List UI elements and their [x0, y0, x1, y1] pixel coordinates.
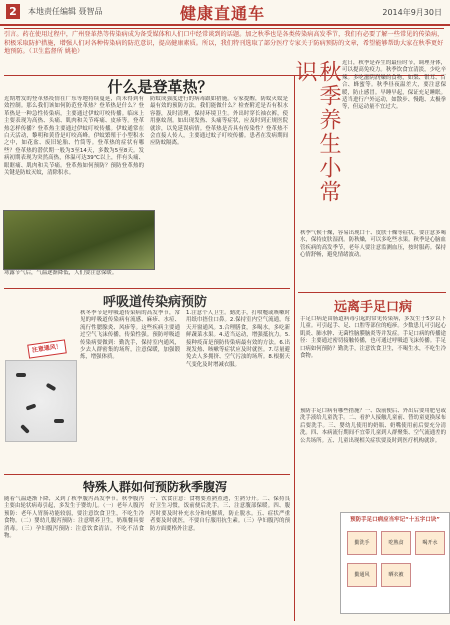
- ventilation-stamp: 注意通风！: [27, 339, 67, 358]
- germs-illustration: [5, 360, 77, 442]
- diagram-item-boiled-water: 喝开水: [415, 531, 445, 555]
- divider: [4, 474, 290, 475]
- respiratory-col2: 1.注意个人卫生。勤洗手，打喷嚏或咳嗽时用纸巾捂住口鼻。2.保持室内空气流通，每天开窗通风。3.合理膳食，多喝水，多吃新鲜蔬菜水果。4.适当运动，增强抵抗力。5.接种疫苗是预防传染病最有效的方法。6.出现发热、咳嗽等症状应及时就医。7.尽量避免去人多拥挤、空气污浊的场所。8.根据天气变化及时增减衣服。: [186, 310, 290, 368]
- diagram-item-ventilation: 勤通风: [347, 563, 377, 587]
- diagram-title: 预防手足口病应当牢记“十五字口诀”: [350, 517, 440, 523]
- special-col2: 一、饮食注意：食物要煮熟煮透，生熟分开。二、保持良好卫生习惯，饭前便后洗手。三、注意腹部保暖。四、腹泻时要及时补充水分和电解质，防止脱水。五、症状严重者要及时就医，不要自行服用抗生素。（三）孕妇腹泻的预防方面要格外注意。: [150, 496, 290, 532]
- health-col2: 秋季气候干燥，容易出现口干、皮肤干燥等症状。要注意多喝水，保持皮肤湿润。防秋燥，可以多吃些水果。秋季是心脑血管疾病的高发季节，老年人要注意监测血压，按时服药。保持心情舒畅，避免情绪波动。: [300, 230, 446, 259]
- special-col1: 随着气温逐渐下降，又到了秋季腹泻高发季节。秋季腹泻主要由轮状病毒引起，多发生于婴幼儿。（一）老年人腹泻预防：老年人胃肠功能较弱，要注意饮食卫生，不吃生冷食物。（二）婴幼儿腹泻预防：注意喂养卫生，奶瓶餐具要消毒。（三）孕妇腹泻预防：注意饮食清洁，不吃不洁食物。: [4, 496, 144, 540]
- mouth-col1: 手足口病是由肠道病毒引起的常见传染病，多发生于5岁以下儿童。可引起手、足、口腔等部位的疱疹。少数患儿可引起心肌炎、肺水肿、无菌性脑膜脑炎等并发症。手足口病的传播途径：主要通过密切接触传播，也可通过呼吸道飞沫传播。手足口病如何预防？勤洗手，注意饮食卫生，不喝生水，不吃生冷食物。: [300, 316, 446, 360]
- health-vertical-title: 秋季养生小常识: [292, 60, 341, 204]
- column-divider: [294, 76, 295, 621]
- divider: [4, 288, 290, 289]
- dengue-col2: 防蚊成强度进行的病毒跟如措施。专家提醒，防蚊灭蚊是最有效的预防方法。我们能做什么？检查附近是否有积水容器，及时清理，保持环境卫生。外出时穿长袖衣裤，使用驱蚊剂。如出现发热、头痛等症状，应及时到正规医院就诊，以免延误病情。登革热是否具有传染性？登革热不会直接人传人，主要通过蚊子叮咬传播。患者在发病期间应防蚊隔离。: [150, 96, 288, 147]
- respiratory-title: 呼吸道传染病预防: [102, 295, 207, 310]
- issue-date: 2014年9月30日: [382, 8, 442, 17]
- mouth-col2: 预防手足口病有哪些措施？一、饭前便后、外出后要用肥皂或洗手液给儿童洗手。二、看护人接触儿童前、替幼童更换尿布后要洗手。三、婴幼儿使用的奶瓶、奶嘴使用前后要充分清洗。四、本病流行期间不宜带儿童到人群聚集、空气流通差的公共场所。五、儿童出现相关症状要及时到医疗机构就诊。: [300, 408, 446, 444]
- health-col1: 近日，秋季是养生的最佳时节，调理身体，可以提高免疫力。秋季饮食宜清淡，少吃辛辣。多吃滋阴润燥的食物，如梨、银耳、百合、蜂蜜等。秋季昼夜温差大，要注意保暖，防止感冒。早睡早起，保证充足睡眠。适当进行户外运动，如散步、慢跑、太极拳等，但运动量不宜过大。: [342, 60, 446, 111]
- diagram-item-wash-hands: 勤洗手: [347, 531, 377, 555]
- dengue-col1: 近期增发的登革热疫情在广东等地持续蔓延，尚未得到有效控制。那么我们该如何防范登革热？登革热是什么？登革热是一种急性传染病，主要通过伊蚊叮咬传播。临床上主要表现为高热、头痛、肌肉和关节疼痛、皮疹等。登革热怎样传播？登革热主要通过伊蚊叮咬传播。伊蚊通常在白天活动，黎明和黄昏是叮咬高峰。伊蚊繁殖于小型积水之中，如花盆、废旧轮胎、竹筒等。登革热的症状有哪些？登革热的潜伏期一般为3至14天，多数为5至8天。发病初期表现为突然高热，体温可达39℃以上，伴有头痛、眼眶痛、肌肉和关节痛。登革热如何预防？预防登革热的关键是防蚊灭蚊，清除积水。: [4, 96, 144, 177]
- page-header: [0, 0, 450, 26]
- respiratory-col1: 秋冬季节是呼吸道传染病的高发季节，常见的呼吸道传染病有流感、麻疹、水痘、流行性腮腺炎、风疹等。这些疾病主要通过空气飞沫传播，传染性强。预防呼吸道传染病要做到：勤洗手，保持室内通风，少去人群密集的场所，注意保暖，加强锻炼，增强体质。: [80, 310, 180, 361]
- frog-caption: 寒露节气后，气温逐渐降低，人们要注意保暖。: [4, 270, 118, 276]
- section-info: 本地责任编辑 聂智品: [28, 7, 103, 16]
- dengue-title: 什么是登革热？: [107, 78, 213, 96]
- intro-paragraph: 引言。药在使用过程中，广州登革热等传染病成为备受媒体和人们口中经常谈到的话题。加之秋季也是各类传染病高发季节，我们有必要了解一些常见的传染病，积极采取防护措施，增强人们对各种传染病的防范意识，提高健康素质。所以，我们特刊选取了部分医疗专家关于防病预防的文章，希望能够帮助大家在秋季更好地预防。（卫生监督所 姚艳）: [4, 28, 444, 76]
- special-title: 特殊人群如何预防秋季腹泻: [82, 480, 227, 494]
- page-number: 2: [6, 4, 20, 19]
- divider: [298, 292, 446, 293]
- mouth-title: 远离手足口病: [333, 300, 412, 315]
- hand-foot-mouth-diagram: [340, 512, 450, 614]
- diagram-item-cooked-food: 吃熟食: [381, 531, 411, 555]
- frog-photo: [3, 210, 155, 270]
- diagram-item-sun-bedding: 晒衣被: [381, 563, 411, 587]
- newspaper-logo: 健康直通车: [180, 4, 266, 23]
